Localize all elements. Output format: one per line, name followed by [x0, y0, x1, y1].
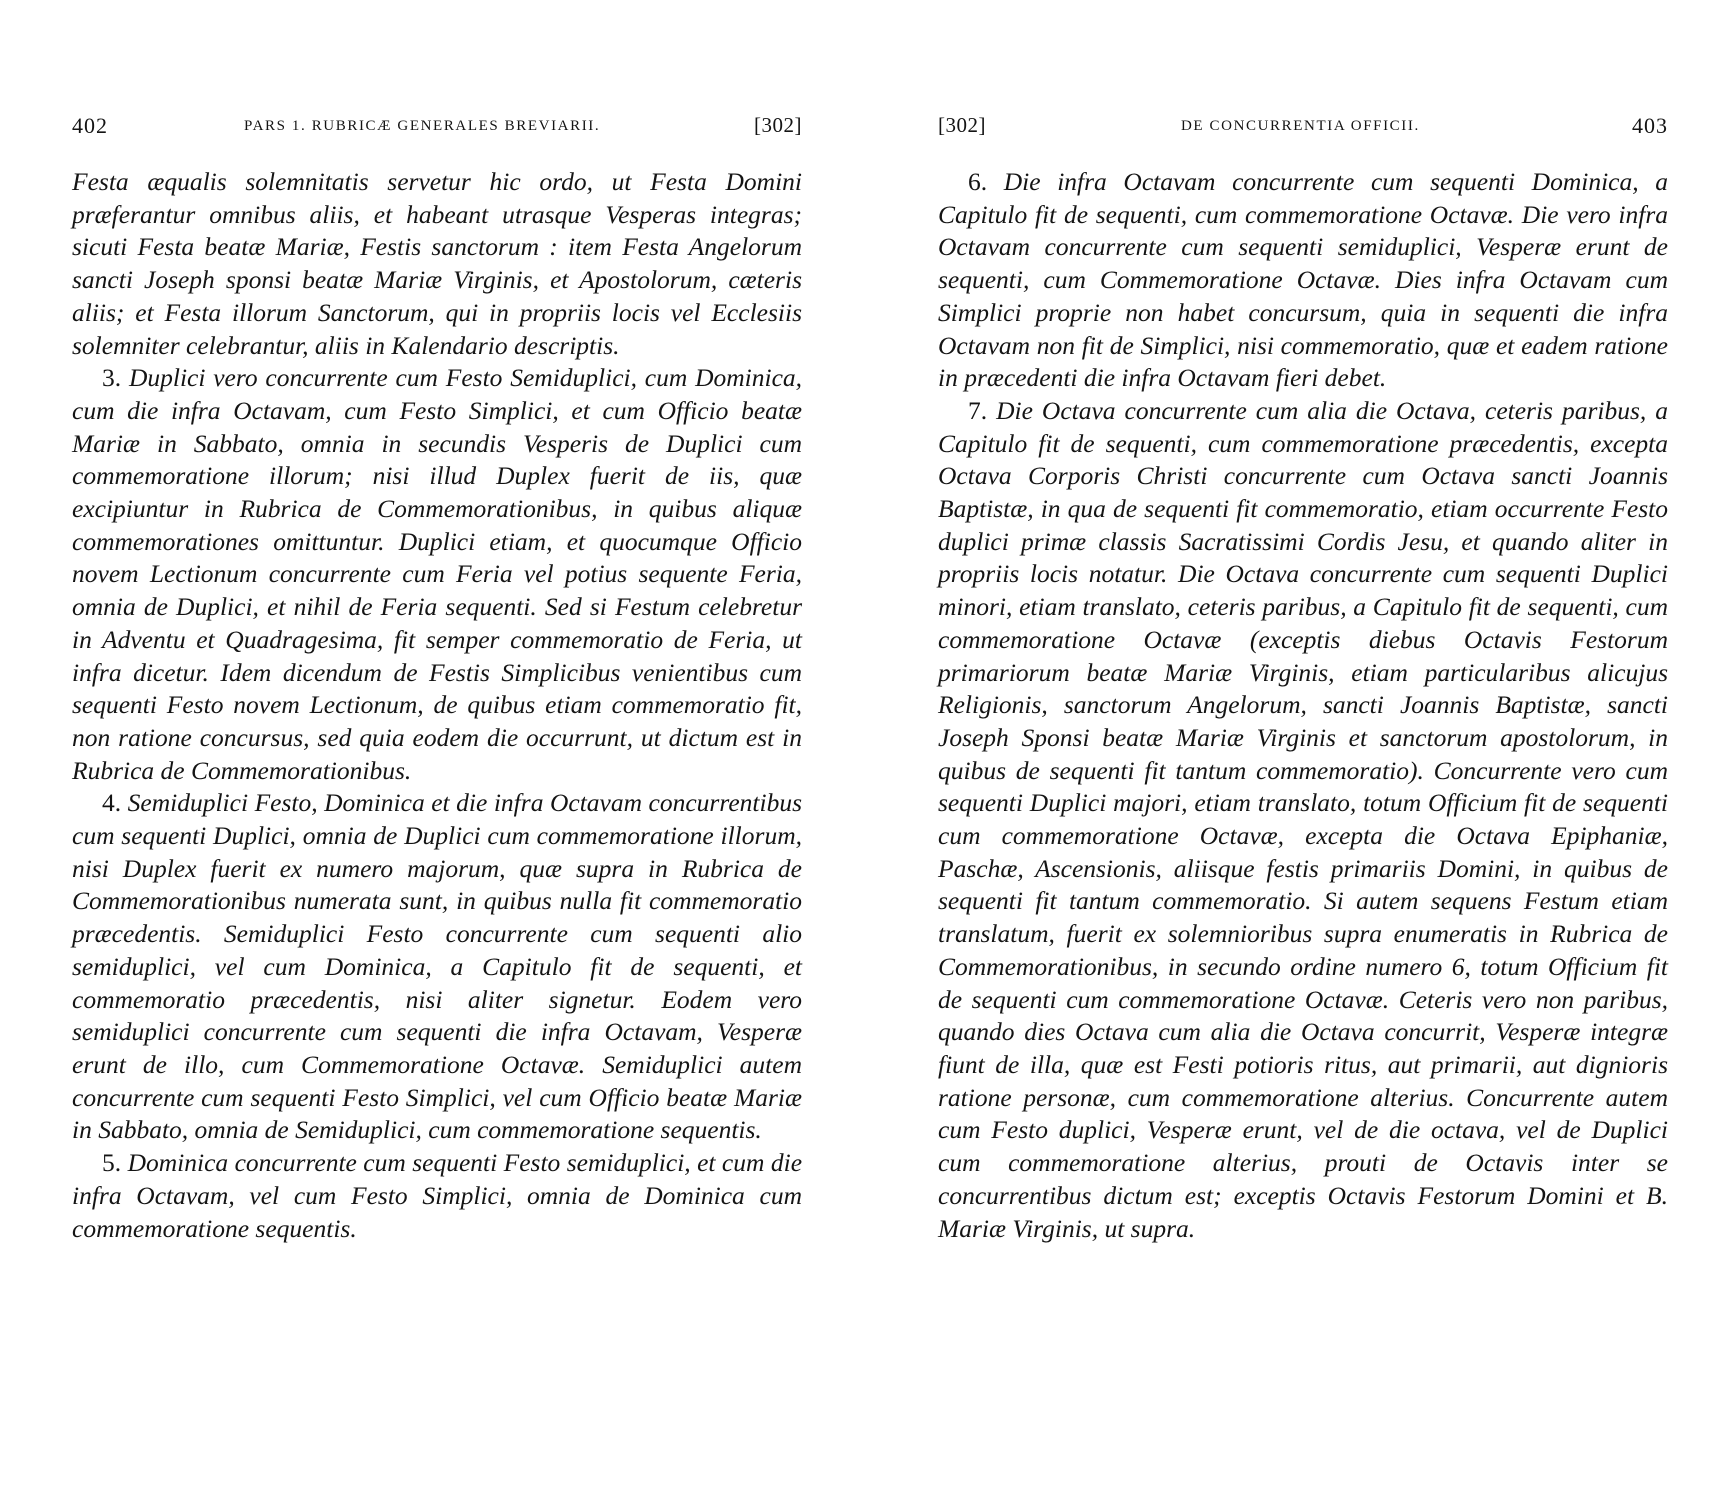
paragraph: 6. Die infra Octavam concurrente cum sequenti Dominica, a Capitulo fit de sequenti, cum commemoratione Octavæ. Die vero infra Octavam concurrente cum sequenti semiduplici, Vesperæ erunt de sequenti, cum Commemoratione Octavæ. Dies infra Octavam cum Simplici proprie non habet concursum, quia in sequenti die infra Octavam non fit de Simplici, nisi commemoratio, quæ et eadem ratione in præcedenti die infra Octavam fieri debet. [938, 167, 1668, 393]
right-running-title: DE CONCURRENTIA OFFICII. [1181, 118, 1420, 134]
left-running-head [72, 113, 802, 143]
left-body-text [72, 166, 802, 1245]
paragraph: Festa æqualis solemnitatis servetur hic ordo, ut Festa Domini præferantur omnibus aliis, et habeant utrasque Vesperas integras; sicuti Festa beatæ Mariæ, Festis sanctorum : item Festa Angelorum sancti Joseph sponsi beatæ Mariæ Virginis, et Apostolorum, cæteris aliis; et Festa illorum Sanctorum, qui in propriis locis vel Ecclesiis solemniter celebrantur, aliis in Kalendario descriptis. [72, 167, 802, 360]
right-running-head [938, 113, 1668, 143]
paragraph: 5. Dominica concurrente cum sequenti Festo semiduplici, et cum die infra Octavam, vel cum Festo Simplici, omnia de Dominica cum commemoratione sequentis. [72, 1148, 803, 1243]
right-page-number: 403 [1632, 113, 1668, 138]
left-page-number: 402 [72, 113, 108, 138]
right-section-number: [302] [938, 113, 986, 137]
left-section-number: [302] [754, 113, 802, 137]
paragraph: 3. Duplici vero concurrente cum Festo Semiduplici, cum Dominica, cum die infra Octavam, cum Festo Simplici, et cum Officio beatæ Mariæ in Sabbato, omnia in secundis Vesperis de Duplici cum commemoratione illorum; nisi illud Duplex fuerit de iis, quæ excipiuntur in Rubrica de Commemorationibus, in quibus aliquæ commemorationes omittuntur. Duplici etiam, et quocumque Officio novem Lectionum concurrente cum Feria vel potius sequente Feria, omnia de Duplici, et nihil de Feria sequenti. Sed si Festum celebretur in Adventu et Quadragesima, fit semper commemoratio de Feria, ut infra dicetur. Idem dicendum de Festis Simplicibus venientibus cum sequenti Festo novem Lectionum, de quibus etiam commemoratio fit, non ratione concursus, sed quia eodem die occurrunt, ut dictum est in Rubrica de Commemorationibus. [72, 363, 803, 785]
right-body-text [938, 166, 1668, 1245]
paragraph: 4. Semiduplici Festo, Dominica et die infra Octavam concurrentibus cum sequenti Duplici, omnia de Duplici cum commemoratione illorum, nisi Duplex fuerit ex numero majorum, quæ supra in Rubrica de Commemorationibus numerata sunt, in quibus nulla fit commemoratio præcedentis. Semiduplici Festo concurrente cum sequenti alio semiduplici, vel cum Dominica, a Capitulo fit de sequenti, et commemoratio præcedentis, nisi aliter signetur. Eodem vero semiduplici concurrente cum sequenti die infra Octavam, Vesperæ erunt de illo, cum Commemoratione Octavæ. Semiduplici autem concurrente cum sequenti Festo Simplici, vel cum Officio beatæ Mariæ in Sabbato, omnia de Semiduplici, cum commemoratione sequentis. [72, 788, 802, 1145]
paragraph: 7. Die Octava concurrente cum alia die Octava, ceteris paribus, a Capitulo fit de sequenti, cum commemoratione præcedentis, excepta Octava Corporis Christi concurrente cum Octava sancti Joannis Baptistæ, in qua de sequenti fit commemoratio, etiam occurrente Festo duplici primæ classis Sacratissimi Cordis Jesu, et quando aliter in propriis locis notatur. Die Octava concurrente cum sequenti Duplici minori, etiam translato, ceteris paribus, a Capitulo fit de sequenti, cum commemoratione Octavæ (exceptis diebus Octavis Festorum primariorum beatæ Mariæ Virginis, etiam particularibus alicujus Religionis, sanctorum Angelorum, sancti Joannis Baptistæ, sancti Joseph Sponsi beatæ Mariæ Virginis et sanctorum apostolorum, in quibus de sequenti fit tantum commemoratio). Concurrente vero cum sequenti Duplici majori, etiam translato, totum Officium fit de sequenti cum commemoratione Octavæ, excepta die Octava Epiphaniæ, Paschæ, Ascensionis, aliisque festis primariis Domini, in quibus de sequenti fit tantum commemoratio. Si autem sequens Festum etiam translatum, fuerit ex solemnioribus supra enumeratis in Rubrica de Commemorationibus, in secundo ordine numero 6, totum Officium fit de sequenti cum commemoratione Octavæ. Ceteris vero non paribus, quando dies Octava cum alia die Octava concurrit, Vesperæ integræ fiunt de illa, quæ est Festi potioris ritus, aut primarii, aut dignioris ratione personæ, cum commemoratione alterius. Concurrente autem cum Festo duplici, Vesperæ erunt, vel de die octava, vel de Duplici cum commemoratione alterius, prouti de Octavis inter se concurrentibus dictum est; exceptis Octavis Festorum Domini et B. Mariæ Virginis, ut supra. [938, 395, 1668, 1243]
left-running-title: PARS 1. RUBRICÆ GENERALES BREVIARII. [244, 118, 601, 134]
